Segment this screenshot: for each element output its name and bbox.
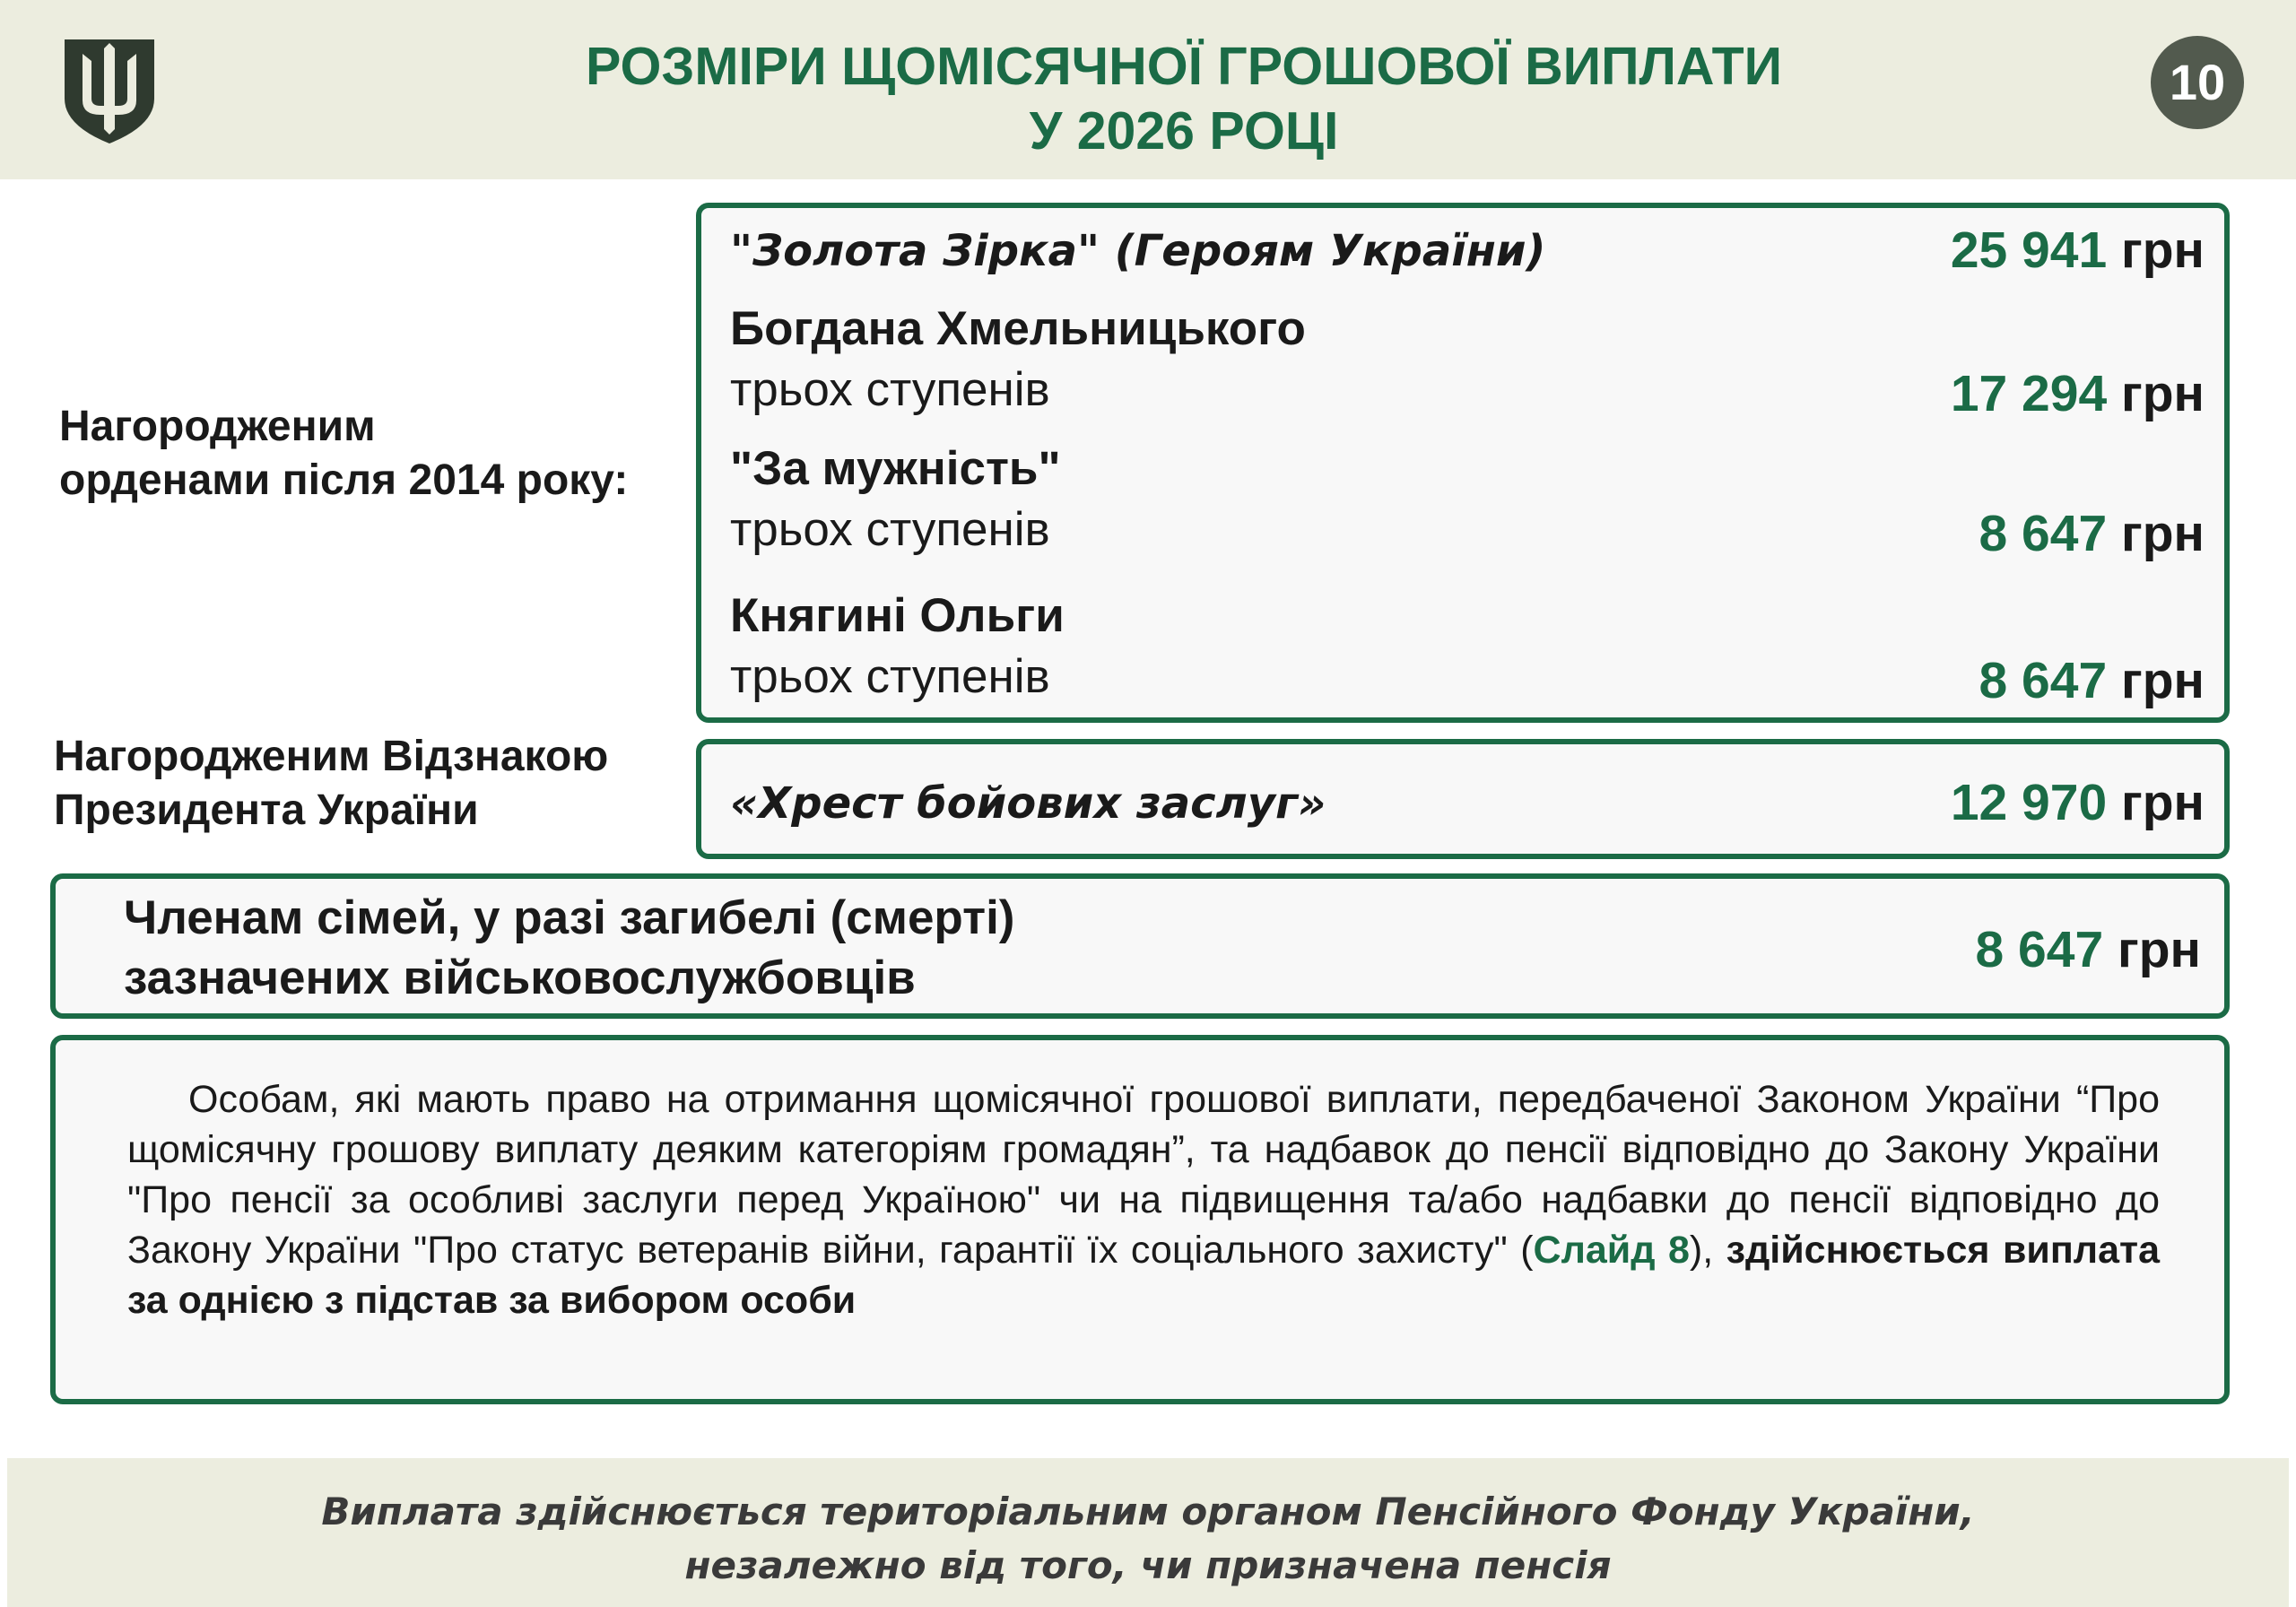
family-amount: [1976, 920, 2201, 979]
trident-shield-icon: [59, 36, 160, 145]
order-khmelnytsky-amount: [1951, 364, 2205, 423]
footer-line-2: незалежно від того, чи призначена пенсія: [684, 1543, 1612, 1587]
order-courage-label: "За мужність": [730, 442, 1061, 495]
amount-value: 17 294: [1950, 365, 2108, 422]
note-box: [50, 1035, 2230, 1404]
page-title: [377, 34, 1991, 163]
family-box: [50, 873, 2230, 1019]
family-label-line-2: зазначених військовослужбовців: [124, 951, 916, 1004]
note-bold-conclusion: здійснюється виплата за однією з підстав за вибором особи: [127, 1229, 2160, 1322]
amount-currency: грн: [2121, 222, 2205, 279]
amount-value: 8 647: [1975, 921, 2104, 978]
slide-reference: Слайд 8: [1533, 1229, 1690, 1272]
president-award-label-line-2: Президента України: [54, 786, 479, 834]
amount-currency: грн: [2121, 505, 2205, 562]
footer-band: [7, 1458, 2289, 1607]
order-gold-star-label: "Золота Зірка" (Героям України): [730, 226, 1546, 276]
title-line-2: У 2026 РОЦІ: [1029, 101, 1339, 161]
order-khmelnytsky-label: Богдана Хмельницького: [730, 302, 1306, 355]
amount-currency: грн: [2121, 365, 2205, 422]
footer-text: [7, 1485, 2289, 1593]
orders-group-label-line-2: орденами після 2014 року:: [59, 456, 629, 504]
order-olga-amount: [1979, 651, 2205, 710]
note-text: [127, 1074, 2160, 1325]
order-courage-amount: [1979, 504, 2205, 563]
note-part-2: ),: [1689, 1229, 1726, 1272]
president-award-label-line-1: Нагородженим Відзнакою: [54, 733, 609, 780]
president-award-label: [54, 730, 608, 838]
amount-value: 25 941: [1950, 222, 2108, 279]
orders-group-label: [59, 400, 628, 508]
note-part-1: Особам, які мають право на отримання щомісячної грошової виплати, передбаченої Законом України “Про щомісячну грошову виплату деяким категоріям громадян”, та надбавок до пенсії відповідно до Закону України "Про пенсії за особливі заслуги перед Україною" чи на підвищення та/або надбавки до пенсії відповідно до Закону України "Про статус ветеранів війни, гарантії їх соціального захисту" (: [127, 1078, 2160, 1272]
orders-box: [696, 203, 2230, 723]
president-award-amount: [1951, 773, 2205, 832]
amount-value: 8 647: [1979, 652, 2108, 709]
order-khmelnytsky-degree: трьох ступенів: [730, 363, 1050, 416]
amount-currency: грн: [2118, 921, 2201, 978]
footer-line-1: Виплата здійснюється територіальним органом Пенсійного Фонду України,: [321, 1490, 1975, 1533]
amount-value: 8 647: [1979, 505, 2108, 562]
amount-currency: грн: [2121, 652, 2205, 709]
family-label-line-1: Членам сімей, у разі загибелі (смерті): [124, 891, 1015, 944]
page-number-badge: 10: [2151, 36, 2244, 129]
amount-currency: грн: [2121, 774, 2205, 831]
order-olga-degree: трьох ступенів: [730, 650, 1050, 703]
amount-value: 12 970: [1950, 774, 2108, 831]
header-band: [0, 0, 2296, 179]
orders-group-label-line-1: Нагородженим: [59, 403, 376, 450]
president-award-name: «Хрест бойових заслуг»: [730, 778, 1326, 829]
order-olga-label: Княгині Ольги: [730, 589, 1065, 642]
title-line-1: РОЗМІРИ ЩОМІСЯЧНОЇ ГРОШОВОЇ ВИПЛАТИ: [585, 37, 1783, 96]
order-gold-star-amount: [1951, 221, 2205, 280]
order-courage-degree: трьох ступенів: [730, 503, 1050, 556]
president-award-box: [696, 739, 2230, 859]
family-label: [124, 888, 1014, 1008]
